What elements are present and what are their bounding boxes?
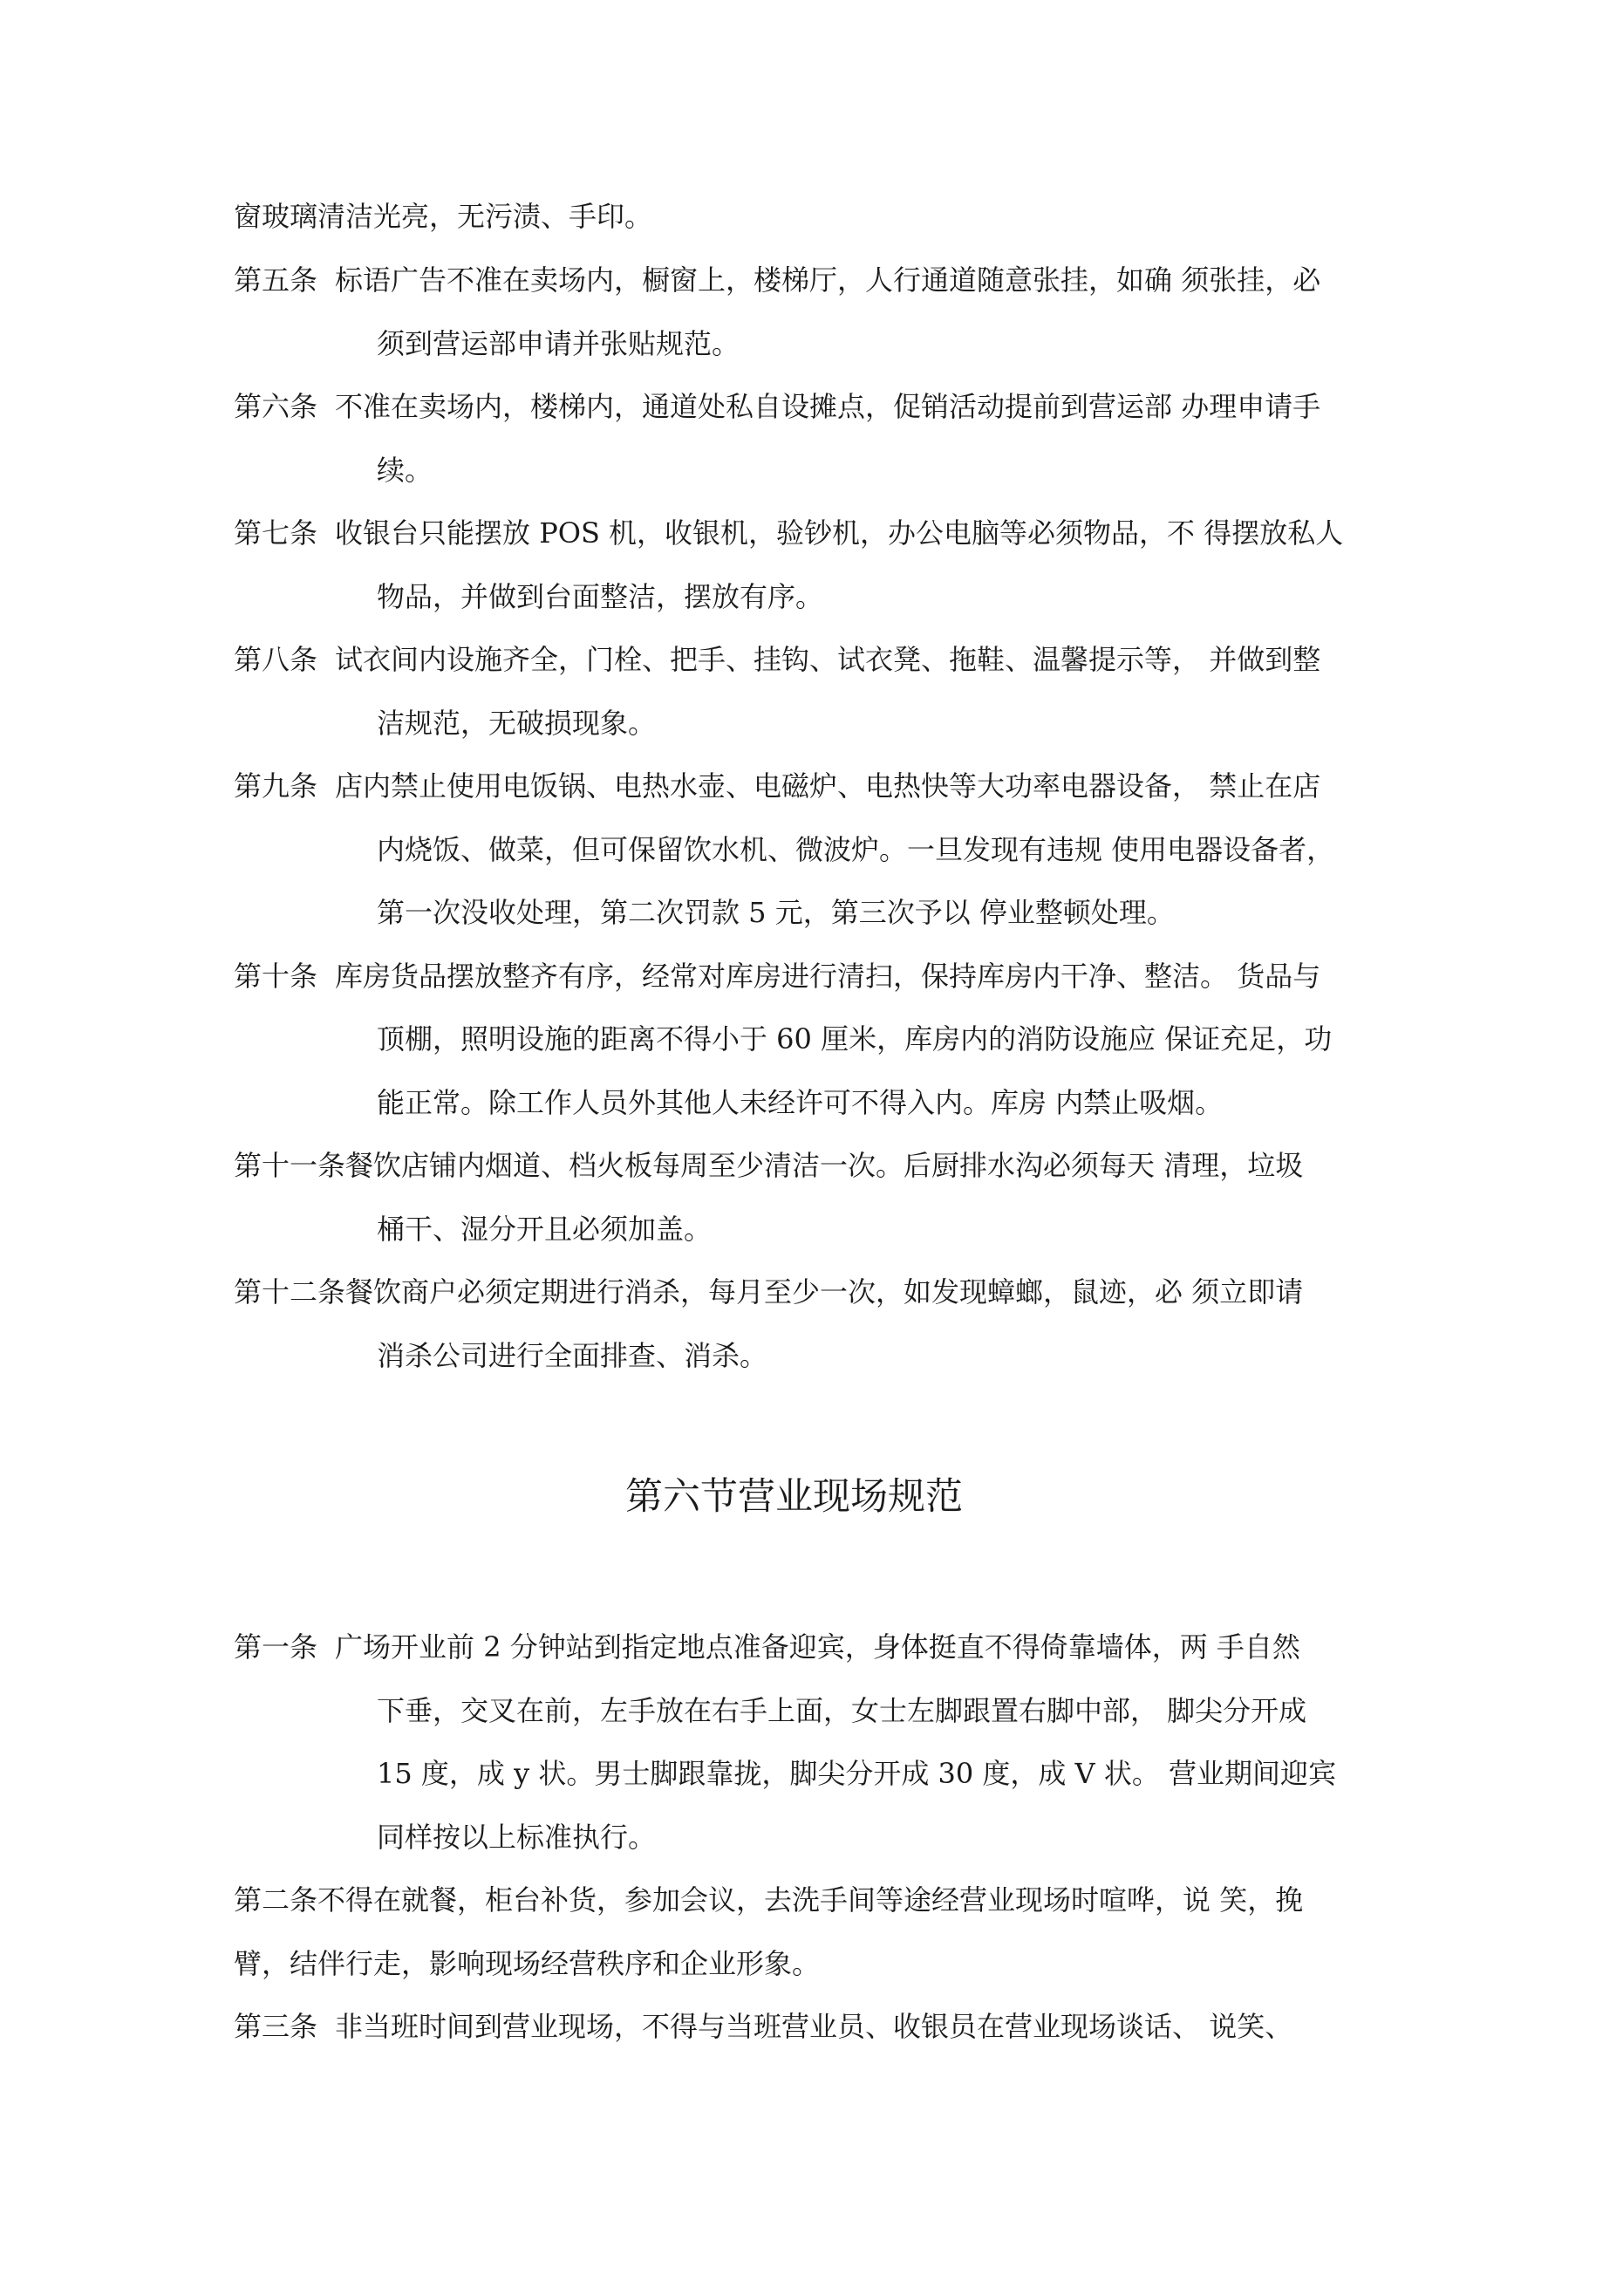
article-8-line-2: 洁规范，无破损现象。 bbox=[377, 707, 657, 740]
article-text: 餐饮商户必须定期进行消杀，每月至少一次，如发现蟑螂，鼠迹，必 须立即请 bbox=[345, 1275, 1304, 1309]
article-text: 收银台只能摆放 POS 机，收银机，验钞机，办公电脑等必须物品，不 得摆放私人 bbox=[335, 516, 1344, 550]
article-9-line-2: 内烧饭、做菜，但可保留饮水机、微波炉。一旦发现有违规 使用电器设备者， bbox=[377, 833, 1335, 866]
article-label: 第八条 bbox=[234, 643, 318, 676]
section-article-2-line-2: 臂，结伴行走，影响现场经营秩序和企业形象。 bbox=[234, 1947, 821, 1980]
article-6-line-1 bbox=[234, 389, 1320, 424]
article-10-line-1 bbox=[234, 959, 1320, 994]
article-11-line-1 bbox=[234, 1148, 1303, 1183]
article-label: 第十二条 bbox=[234, 1275, 346, 1309]
section-article-3-line-1 bbox=[234, 2009, 1292, 2044]
article-7-line-2: 物品，并做到台面整洁，摆放有序。 bbox=[377, 580, 824, 613]
article-text: 不准在卖场内，楼梯内，通道处私自设摊点，促销活动提前到营运部 办理申请手 bbox=[335, 390, 1321, 423]
section-article-1-line-1 bbox=[234, 1630, 1300, 1664]
article-label: 第二条 bbox=[234, 1883, 318, 1917]
article-text: 广场开业前 2 分钟站到指定地点准备迎宾，身体挺直不得倚靠墙体，两 手自然 bbox=[335, 1630, 1300, 1664]
article-12-line-2: 消杀公司进行全面排查、消杀。 bbox=[377, 1339, 768, 1372]
article-10-line-3: 能正常。除工作人员外其他人未经许可不得入内。库房 内禁止吸烟。 bbox=[377, 1086, 1224, 1119]
article-5-line-1 bbox=[234, 263, 1320, 297]
section-title: 第六节营业现场规范 bbox=[625, 1475, 963, 1519]
article-text: 不得在就餐，柜台补货，参加会议，去洗手间等途经营业现场时喧哗，说 笑，挽 bbox=[317, 1883, 1304, 1917]
section-article-1-line-4: 同样按以上标准执行。 bbox=[377, 1821, 657, 1854]
article-text: 非当班时间到营业现场，不得与当班营业员、收银员在营业现场谈话、 说笑、 bbox=[335, 2010, 1293, 2043]
section-article-2-line-1 bbox=[234, 1883, 1303, 1917]
article-label: 第六条 bbox=[234, 390, 318, 423]
article-5-line-2: 须到营运部申请并张贴规范。 bbox=[377, 327, 740, 360]
article-label: 第十条 bbox=[234, 960, 318, 993]
article-label: 第九条 bbox=[234, 769, 318, 803]
article-text: 店内禁止使用电饭锅、电热水壶、电磁炉、电热快等大功率电器设备， 禁止在店 bbox=[335, 769, 1321, 803]
article-6-line-2: 续。 bbox=[377, 454, 433, 487]
article-10-line-2: 顶棚，照明设施的距离不得小于 60 厘米，库房内的消防设施应 保证充足，功 bbox=[377, 1022, 1333, 1056]
article-label: 第七条 bbox=[234, 516, 318, 550]
carryover-line: 窗玻璃清洁光亮，无污渍、手印。 bbox=[234, 200, 653, 233]
article-9-line-1 bbox=[234, 769, 1320, 803]
section-article-1-line-2: 下垂，交叉在前，左手放在右手上面，女士左脚跟置右脚中部， 脚尖分开成 bbox=[377, 1694, 1307, 1727]
article-label: 第十一条 bbox=[234, 1149, 346, 1182]
section-article-1-line-3: 15 度，成 y 状。男士脚跟靠拢，脚尖分开成 30 度，成 V 状。 营业期间迎宾 bbox=[377, 1757, 1337, 1790]
article-text: 库房货品摆放整齐有序，经常对库房进行清扫，保持库房内干净、整洁。 货品与 bbox=[335, 960, 1321, 993]
article-label: 第一条 bbox=[234, 1630, 318, 1664]
article-text: 餐饮店铺内烟道、档火板每周至少清洁一次。后厨排水沟必须每天 清理，垃圾 bbox=[345, 1149, 1304, 1182]
article-9-line-3: 第一次没收处理，第二次罚款 5 元，第三次予以 停业整顿处理。 bbox=[377, 896, 1175, 929]
article-7-line-1 bbox=[234, 516, 1343, 550]
article-label: 第五条 bbox=[234, 263, 318, 297]
article-label: 第三条 bbox=[234, 2010, 318, 2043]
article-8-line-1 bbox=[234, 642, 1320, 677]
article-11-line-2: 桶干、湿分开且必须加盖。 bbox=[377, 1213, 713, 1246]
article-text: 试衣间内设施齐全，门栓、把手、挂钩、试衣凳、拖鞋、温馨提示等， 并做到整 bbox=[335, 643, 1321, 676]
article-12-line-1 bbox=[234, 1274, 1303, 1309]
article-text: 标语广告不准在卖场内，橱窗上，楼梯厅，人行通道随意张挂，如确 须张挂，必 bbox=[335, 263, 1321, 297]
